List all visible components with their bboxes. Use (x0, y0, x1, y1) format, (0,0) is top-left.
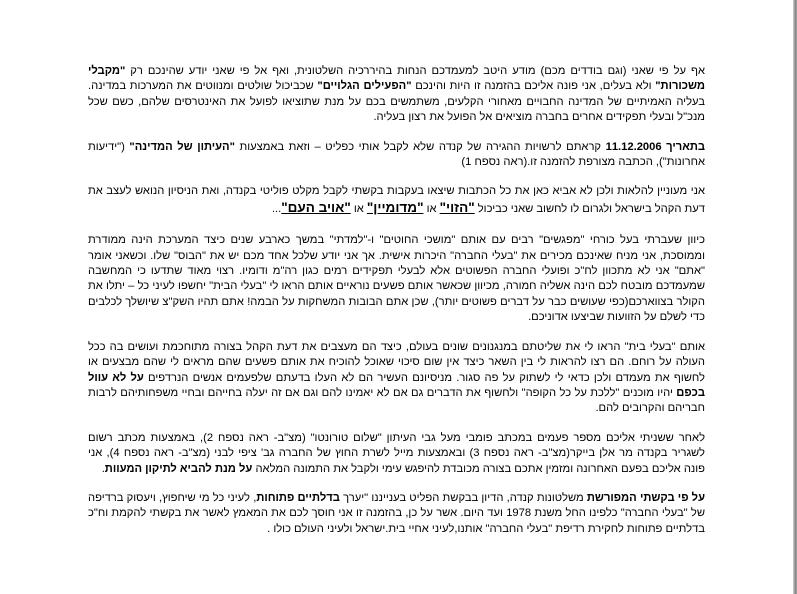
text: יהיו מוכנים "ללכת על כל הקופה" ולחשוף את הדברים גם אם לא יאמינו להם וגם אם זה יעלה בחייהם ובחיי משפחותיהם לרבות חבריהם והקרובים להם. (88, 386, 705, 415)
text: ולא בעלים, אני פונה אליכם בהזמנה זו היות והינכם (411, 80, 656, 93)
text: קראתם לרשויות ההגירה של קנדה שלא לקבל אותי כפליט – וזאת באמצעות (234, 140, 606, 153)
text: ("ידיעות אחרונות"), הכתבה מצורפת להזמנה זו.(ראה נספח 1) (88, 140, 705, 169)
bold-phrase: על פי בקשתי המפורשת (586, 491, 705, 504)
bold-date: בתאריך 11.12.2006 (605, 140, 706, 153)
paragraph-invitation (88, 431, 705, 477)
paragraph-intro (88, 64, 705, 126)
text: או (350, 202, 367, 215)
text: אותם "בעלי בית" הראו לי את שליטתם במנגנונים שונים בעולם, כיצד הם מעצבים את דעת הקהל בצורה מתוחכמת ועושים בה ככל העולה על רוחם. הם רצו להראות לי בין השאר כיצד אין שום סיכוי שאוכל להוכיח את אותם פשעים שהם מראים לי שהם מבצעים או לחשוף את מעמדם ולכן כדאי לי לשתוק על פה סגור. מניסיונם העשיר הם לא העלו בדעתם שלפעמים אנשים הנרדפים (88, 340, 705, 384)
text: לאחר ששניתי אליכם מספר פעמים במכתב פומבי מעל גבי העיתון "שלום טורונטו" (מצ"ב- ראה נספח 2), באמצעות מכתב רשום לשגריר בקנדה מר אלן בייקר(מצ"ב- ראה נספח 3) ובאמצעות מייל לשרת החוץ של החברה גב' ציפי לבני (מצ"ב- ראה נספח 4), אני פונה אליכם בפעם האחרונה ומזמין אתכם בצורה מכובדת להיפגש עימי ולקבל את התמונה המלאה (88, 431, 706, 475)
paragraph-meetings: כיוון שעברתי בעל כורחי "מפגשים" רבים עם אותם "מושכי החוטים" ו-"למדתי" במשך כארבע שנים כיצד המערכת הינה ממודרת וממוסכת, אני מניח שאינכם מכירים את "בעלי החברה" היכרות אישית. אך אני יודע שלכל אחד מכם יש את "הבוס" שלו. וכשאני אומר "אתם" אני לא מתכוון לח"כ ופועלי החברה הפשוטים אלא לבעלי תפקידים רמים כגון רה"מ ודומיו. רצוי מאוד שתדעו כי המחשבה שמעמדכם מובטח לכם הינה אשליה חמורה, מכיוון שכאשר אותם פשעים נוראיים אותם הראו לי "בעלי הבית" יחשפו לעיני כל – יתלו את הקולר בצווארכם(כפי שעושים כבר על דברים פשוטים יותר), שכן אתם הבובות המשחקות על הבמה! אתם תהיו השק"צ שיושלך לכלבים כדי לשלם על הזוועות שביצעו אדוניכם. (88, 234, 705, 324)
bold-phrase: "העיתון של המדינה" (129, 140, 235, 153)
bold-phrase: על לא עוול בכפם (88, 371, 705, 399)
underlined-term: "אויב העם" (281, 199, 351, 215)
text: או (423, 202, 440, 215)
document-body (88, 64, 705, 551)
page-edge-shadow (793, 0, 796, 594)
paragraph-owners (88, 340, 705, 417)
text: , לעיני כל מי שיחפוץ, ויעסוק ברדיפה של "בעלי החברה" כלפינו החל משנת 1978 ועד היום. אשר על כן, בהזמנה זו אני חוסך לכם את המאמץ לאשר את בקשתי להקמת וח"כ בדלתיים פתוחות לחקירת רדיפת "בעלי החברה" אותנו,לעיני אחיי בית.ישראל ולעיני העולם כולו . (88, 491, 705, 535)
paragraph-request (88, 491, 705, 537)
text: משלטונות קנדה, הדיון בבקשת הפליט בענייננו "יערך (339, 491, 587, 504)
text: שכביכול שולטים ומנווטים את המערכות במדינה. בעליה האמיתיים של המדינה החבויים מאחורי הקלעים, משתמשים בכם על מנת שתוציאו לפועל את האינטרסים שלהם, כשם שכל מנכ"ל ובעלי תפקידים אחרים בחברה מוציאים אל הפועל את רצון בעליה. (88, 80, 705, 124)
paragraph-articles (88, 184, 705, 217)
underlined-term: "מדומיין" (366, 199, 424, 215)
bold-phrase: בדלתיים פתוחות (256, 491, 340, 504)
text: אני מעוניין להלאות ולכן לא אביא כאן את כל הכתבות שיצאו בעקבות בקשתי לקבל מקלט פוליטי בקנדה, ואת הניסיון הנואש לעצב את דעת הקהל בישראל ולגרום לו לחשוב שאני כביכול (88, 185, 705, 215)
text: אף על פי שאני (וגם בודדים מכם) מודע היטב למעמדכם הנחות בהיררכיה השלטונית, ואף אל פי שאני יודע שהינכם רק (125, 65, 705, 77)
text: ... (271, 202, 282, 215)
bold-phrase: "מקבלי משכורות" (88, 65, 705, 93)
text: . (101, 462, 105, 475)
bold-phrase: "הפעילים הגלויים" (317, 80, 412, 93)
underlined-term: "הזוי" (439, 199, 475, 215)
bold-phrase: על מנת להביא לתיקון המעוות (104, 462, 253, 475)
paragraph-date (88, 140, 705, 171)
